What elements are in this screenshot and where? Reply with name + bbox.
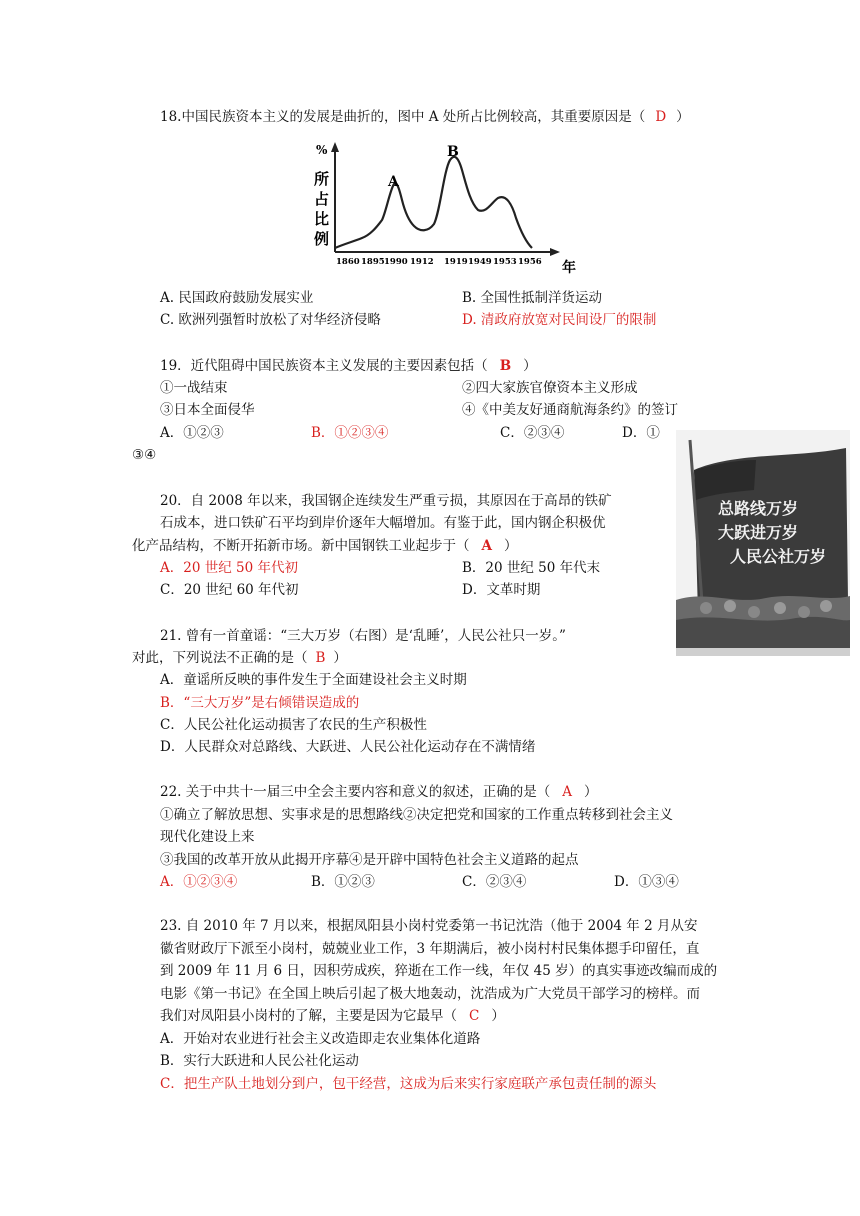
q18-line-chart [306,140,588,278]
chart-tick-1895: 1895 [361,257,385,267]
chart-tick-1949: 1949 [468,257,492,267]
q19-item-2: ②四大家族官僚资本主义形成 [462,380,638,396]
chart-y-label-char-3: 比 [314,210,330,228]
q22-option-c: C．②③④ [462,874,527,890]
chart-tick-1912: 1912 [410,257,434,267]
q21-option-c: C．人民公社化运动损害了农民的生产积极性 [160,717,427,733]
chart-tick-1860: 1860 [336,257,360,267]
q22-stem-line-3: 现代化建设上来 [160,829,255,845]
q22-option-b: B．①②③ [311,874,375,890]
commune-poster-image [676,430,850,656]
chart-y-label-char-2: 占 [314,190,330,208]
chart-peak-a: A [388,174,399,190]
q23-stem-line-5: 我们对凤阳县小岗村的了解，主要是因为它最早（ C ） [160,1008,505,1024]
chart-y-arrow [331,142,339,152]
q18-stem: 18.中国民族资本主义的发展是曲折的，图中 A 处所占比例较高，其重要原因是（ D ） [160,109,690,125]
q19-option-c: C．②③④ [500,425,565,441]
q22-stem-line-4: ③我国的改革开放从此揭开序幕④是开辟中国特色社会主义道路的起点 [160,852,579,868]
q22-stem-line-2: ①确立了解放思想、实事求是的思想路线②决定把党和国家的工作重点转移到社会主义 [160,807,673,823]
q23-option-a: A．开始对农业进行社会主义改造即走农业集体化道路 [160,1031,481,1047]
q19-option-b: B．①②③④ [311,425,389,441]
chart-tick-1953: 1953 [493,257,517,267]
q21-stem-line-2: 对此，下列说法不正确的是（ B ） [132,650,347,666]
q21-stem-line-1: 21. 曾有一首童谣：“三大万岁（右图）是‘乱睡’，人民公社只一岁。” [160,628,566,644]
q18-answer: D [655,109,667,125]
q22-option-a: A．①②③④ [160,874,238,890]
q19-option-d: D．① [622,425,660,441]
q19-item-1: ①一战结束 [160,380,228,396]
q21-option-a: A．童谣所反映的事件发生于全面建设社会主义时期 [160,672,467,688]
chart-tick-1956: 1956 [518,257,542,267]
chart-series-line [335,157,532,248]
q22-answer: A [562,784,573,800]
q19-option-d-continued: ③④ [132,447,157,463]
q20-option-d: D．文革时期 [462,582,541,598]
q23-stem-line-3: 到 2009 年 11 月 6 日，因积劳成疾，猝逝在工作一线，年仅 45 岁）的真实事迹改编而成的 [160,963,718,979]
chart-y-label-char-1: 所 [314,170,330,188]
q18-option-c: C. 欧洲列强暂时放松了对华经济侵略 [160,312,381,328]
q21-answer: B [315,650,326,666]
q19-item-3: ③日本全面侵华 [160,402,255,418]
q19-option-a: A．①②③ [160,425,224,441]
q20-option-a: A．20 世纪 50 年代初 [160,560,298,576]
poster-slogan-3: 人民公社万岁 [730,547,827,566]
chart-peak-b: B [447,144,459,160]
q19-answer: B [499,358,512,374]
q21-option-d: D．人民群众对总路线、大跃进、人民公社化运动存在不满情绪 [160,739,536,755]
poster-slogan-2: 大跃进万岁 [718,523,799,542]
q18-option-a: A. 民国政府鼓励发展实业 [160,290,314,306]
poster-slogan-1: 总路线万岁 [718,499,799,518]
q20-stem-line-3: 化产品结构，不断开拓新市场。新中国钢铁工业起步于（ A ） [132,538,518,554]
chart-x-unit: 年 [562,260,576,276]
chart-tick-1990: 1990 [384,257,408,267]
q23-option-b: B．实行大跃进和人民公社化运动 [160,1053,359,1069]
q23-answer: C [469,1008,480,1024]
q19-stem: 19．近代阻碍中国民族资本主义发展的主要因素包括（ B ） [160,358,537,374]
chart-y-unit: % [316,143,328,157]
chart-x-arrow [550,248,560,256]
q19-item-4: ④《中美友好通商航海条约》的签订 [462,402,678,418]
q23-option-c: C．把生产队土地划分到户，包干经营，这成为后来实行家庭联产承包责任制的源头 [160,1076,657,1092]
q18-option-b: B. 全国性抵制洋货运动 [462,290,603,306]
q18-option-d: D. 清政府放宽对民间设厂的限制 [462,312,657,328]
q22-option-d: D．①③④ [614,874,679,890]
poster-illustration [676,430,850,656]
q20-option-b: B．20 世纪 50 年代末 [462,560,601,576]
q23-stem-line-4: 电影《第一书记》在全国上映后引起了极大地轰动，沈浩成为广大党员干部学习的榜样。而 [160,986,700,1002]
q20-stem-line-1: 20．自 2008 年以来，我国钢企连续发生严重亏损，其原因在于高昂的铁矿 [160,493,612,509]
q22-stem-line-1: 22. 关于中共十一届三中全会主要内容和意义的叙述，正确的是（ A ） [160,784,598,800]
chart-y-label-char-4: 例 [314,230,330,248]
q23-stem-line-1: 23. 自 2010 年 7 月以来，根据凤阳县小岗村党委第一书记沈浩（他于 2004 年 2 月从安 [160,918,698,934]
q20-stem-line-2: 石成本，进口铁矿石平均到岸价逐年大幅增加。有鉴于此，国内钢企积极优 [160,515,606,531]
q21-option-b: B．“三大万岁”是右倾错误造成的 [160,695,360,711]
q23-stem-line-2: 徽省财政厅下派至小岗村，兢兢业业工作，3 年期满后，被小岗村村民集体摁手印留任，直 [160,941,700,957]
q20-option-c: C．20 世纪 60 年代初 [160,582,299,598]
q20-answer: A [481,538,492,554]
chart-tick-1919: 1919 [444,257,468,267]
